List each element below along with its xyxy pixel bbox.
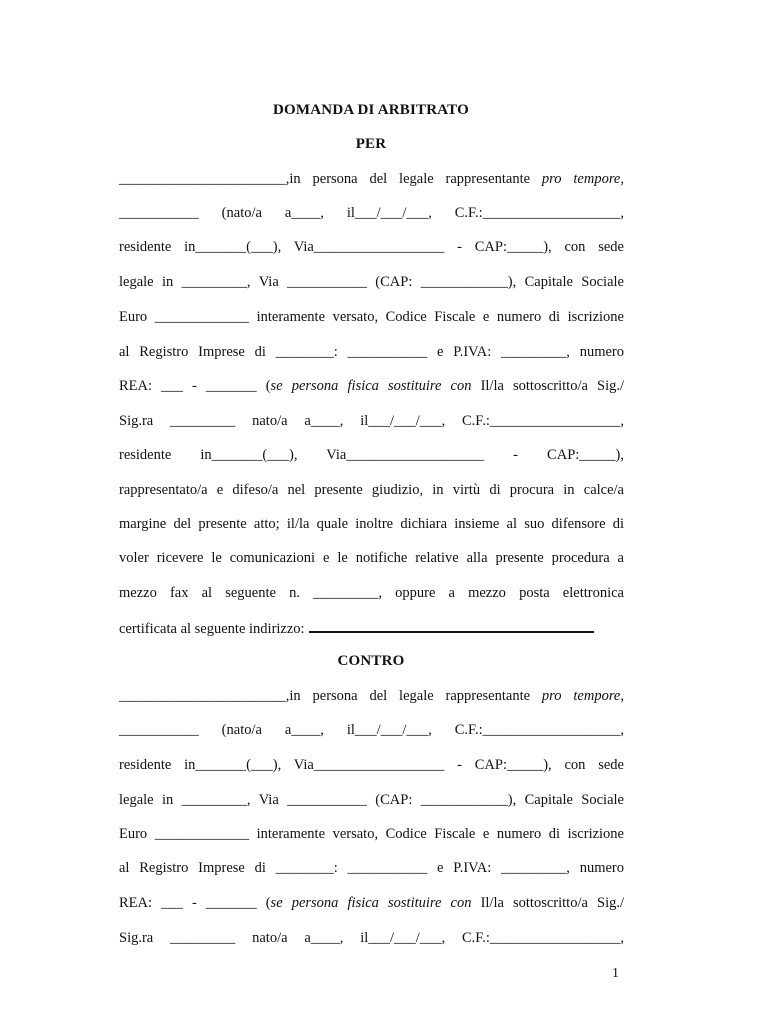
text-line xyxy=(119,412,624,430)
text-line xyxy=(119,687,624,705)
text-run: voler ricevere le comunicazioni e le notifiche relative alla presente procedura a xyxy=(119,550,624,566)
italic-run: pro tempore xyxy=(541,688,621,704)
text-run: _______________________,in persona del legale rappresentante xyxy=(119,171,542,187)
text-run: ___________ (nato/a a____, il___/___/___, C.F.:___________________, xyxy=(119,722,624,738)
italic-run: se persona fisica sostituire con xyxy=(270,378,472,394)
text-run: legale in _________, Via ___________ (CAP: ____________), Capitale Sociale xyxy=(119,792,624,808)
italic-run: se persona fisica sostituire con xyxy=(270,895,472,911)
text-run: mezzo fax al seguente n. _________, oppure a mezzo posta elettronica xyxy=(119,585,624,601)
text-line xyxy=(119,273,624,291)
text-line xyxy=(119,549,624,567)
text-line xyxy=(119,584,624,602)
text-line xyxy=(119,343,624,361)
text-line xyxy=(119,515,624,533)
italic-run: pro tempore xyxy=(541,171,621,187)
text-run: residente in_______(___), Via___________________ - CAP:_____), xyxy=(119,447,624,463)
text-run: _______________________,in persona del legale rappresentante xyxy=(119,688,542,704)
text-run: residente in_______(___), Via__________________ - CAP:_____), con sede xyxy=(119,757,624,773)
text-line xyxy=(119,481,624,499)
text-run: , xyxy=(620,688,624,704)
text-line xyxy=(119,721,624,739)
pec-label: certificata al seguente indirizzo: xyxy=(119,621,305,637)
text-run: REA: ___ - _______ ( xyxy=(119,895,271,911)
text-line xyxy=(119,791,624,809)
text-run: Euro _____________ interamente versato, Codice Fiscale e numero di iscrizione xyxy=(119,309,624,325)
text-run: ___________ (nato/a a____, il___/___/___, C.F.:___________________, xyxy=(119,205,624,221)
text-run: margine del presente atto; il/la quale inoltre dichiara insieme al suo difensore di xyxy=(119,516,624,532)
text-line xyxy=(119,377,624,395)
text-line xyxy=(119,204,624,222)
text-run: al Registro Imprese di ________: ___________ e P.IVA: _________, numero xyxy=(119,344,624,360)
document-title: DOMANDA DI ARBITRATO xyxy=(273,102,469,118)
text-line xyxy=(119,859,624,877)
text-line xyxy=(119,308,624,326)
text-run: Sig.ra _________ nato/a a____, il___/___/___, C.F.:__________________, xyxy=(119,930,624,946)
text-run: al Registro Imprese di ________: ___________ e P.IVA: _________, numero xyxy=(119,860,624,876)
text-run: Euro _____________ interamente versato, Codice Fiscale e numero di iscrizione xyxy=(119,826,624,842)
text-run: , xyxy=(620,171,624,187)
text-run: Sig.ra _________ nato/a a____, il___/___/___, C.F.:__________________, xyxy=(119,413,624,429)
text-line xyxy=(119,446,624,464)
text-run: REA: ___ - _______ ( xyxy=(119,378,271,394)
text-run: Il/la sottoscritto/a Sig./ xyxy=(471,378,624,394)
text-run: legale in _________, Via ___________ (CAP: ____________), Capitale Sociale xyxy=(119,274,624,290)
text-line xyxy=(119,825,624,843)
text-run: Il/la sottoscritto/a Sig./ xyxy=(471,895,624,911)
contro-heading: CONTRO xyxy=(337,653,405,669)
text-line xyxy=(119,756,624,774)
pec-line xyxy=(119,620,624,638)
per-heading: PER xyxy=(355,136,387,152)
text-line xyxy=(119,929,624,947)
text-line xyxy=(119,894,624,912)
text-run: rappresentato/a e difeso/a nel presente giudizio, in virtù di procura in calce/a xyxy=(119,482,624,498)
pec-blank-rule xyxy=(309,621,594,633)
page-number: 1 xyxy=(612,966,619,981)
text-line xyxy=(119,170,624,188)
text-run: residente in_______(___), Via__________________ - CAP:_____), con sede xyxy=(119,239,624,255)
text-line xyxy=(119,238,624,256)
